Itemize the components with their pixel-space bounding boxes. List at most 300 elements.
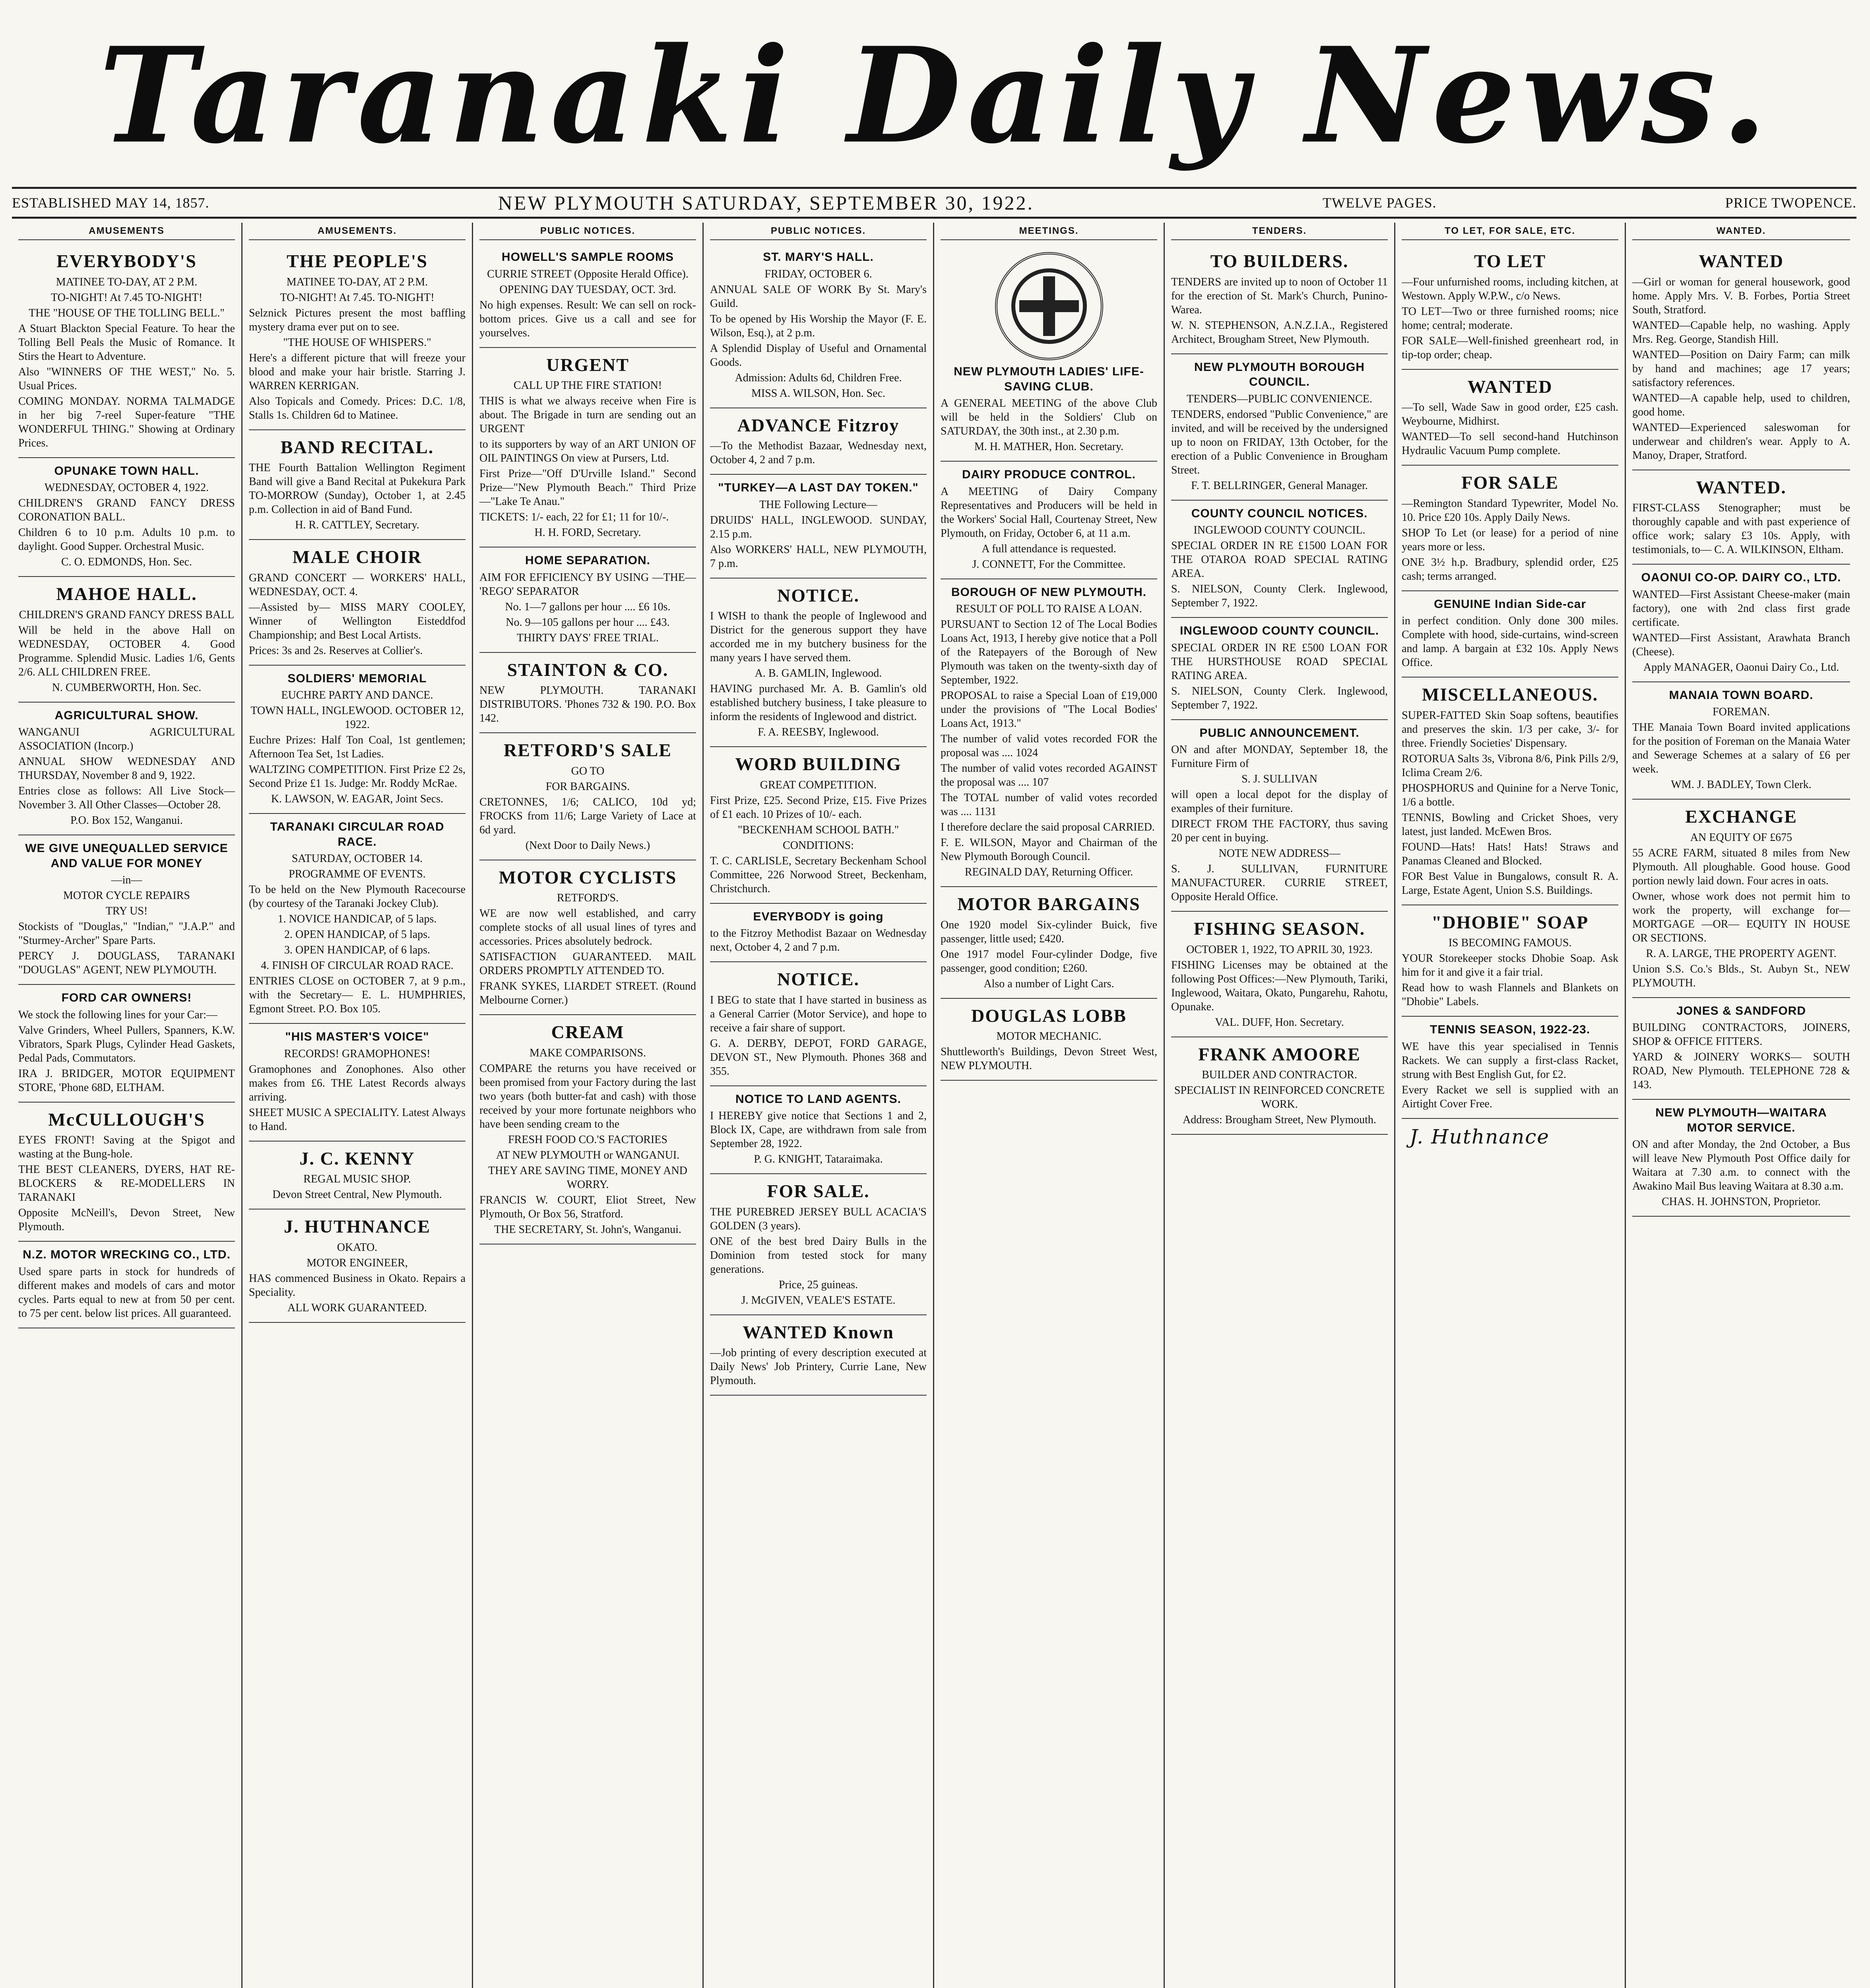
ad-text: One 1917 model Four-cylinder Dodge, five passenger, good condition; £260. [941, 948, 1157, 975]
ad-text: SUPER-FATTED Skin Soap softens, beautifies and preserves the skin. 1/3 per cake, 3/- for three. Friendly Societies' Dispensary. [1402, 709, 1618, 749]
advertisement [249, 666, 466, 814]
advertisement [1632, 800, 1850, 998]
ad-title: EVERYBODY is going [753, 910, 884, 923]
ad-text: THE PUREBRED JERSEY BULL ACACIA'S GOLDEN (3 years). [710, 1206, 927, 1232]
ad-text: FIRST-CLASS Stenographer; must be thoroughly capable and with past experience of office work; salary £3 10s. Apply, with testimonials, to— C. A. WILKINSON, Eltham. [1632, 502, 1850, 556]
ad-text: ANNUAL SHOW WEDNESDAY AND THURSDAY, November 8 and 9, 1922. [18, 755, 235, 782]
ad-title: NEW PLYMOUTH—WAITARA MOTOR SERVICE. [1655, 1106, 1827, 1134]
ad-title: PUBLIC ANNOUNCEMENT. [1199, 726, 1360, 740]
ad-text: FOR Best Value in Bungalows, consult R. A. Large, Estate Agent, Union S.S. Buildings. [1402, 870, 1618, 897]
ad-text: (Next Door to Daily News.) [525, 839, 650, 852]
ad-text: PHOSPHORUS and Quinine for a Nerve Tonic, 1/6 a bottle. [1402, 782, 1618, 808]
ad-text: ON and after MONDAY, September 18, the Furniture Firm of [1171, 744, 1388, 770]
ad-text: CHILDREN'S GRAND FANCY DRESS CORONATION BALL. [18, 497, 235, 523]
advertisement [18, 577, 235, 703]
ad-text: Opposite McNeill's, Devon Street, New Plymouth. [18, 1207, 235, 1233]
ad-text: ALL WORK GUARANTEED. [287, 1301, 427, 1314]
column-1 [12, 223, 242, 1988]
ad-text: A Splendid Display of Useful and Ornamental Goods. [710, 342, 927, 369]
ad-title: FORD CAR OWNERS! [61, 991, 192, 1004]
ad-title: ADVANCE Fitzroy [737, 415, 900, 435]
advertisement [479, 860, 696, 1015]
advertisement [710, 1174, 927, 1315]
ad-text: Entries close as follows: All Live Stock—November 3. All Other Classes—October 28. [18, 785, 235, 811]
ad-text: CRETONNES, 1/6; CALICO, 10d yd; FROCKS from 11/6; Large Variety of Lace at 6d yard. [479, 796, 696, 836]
advertisement [1402, 678, 1618, 905]
ad-text: SHOP To Let (or lease) for a period of nine years more or less. [1402, 526, 1618, 553]
ad-text: DRUIDS' HALL, INGLEWOOD. SUNDAY, 2.15 p.m. [710, 514, 927, 540]
ad-text: Here's a different picture that will freeze your blood and make your hair bristle. Starring J. WARREN KERRIGAN. [249, 351, 466, 392]
ad-text: W. N. STEPHENSON, A.N.Z.I.A., Registered Architect, Brougham Street, New Plymouth. [1171, 319, 1388, 346]
ad-text: TENDERS, endorsed "Public Convenience," are invited, and will be received by the undersigned up to noon on FRIDAY, 13th October, for the erection of a Public Convenience in Brougham Street. [1171, 408, 1388, 476]
ad-title: BAND RECITAL. [280, 437, 434, 457]
ad-text: PROGRAMME OF EVENTS. [289, 868, 426, 880]
ad-text: P. G. KNIGHT, Tataraimaka. [754, 1153, 883, 1165]
ad-text: INGLEWOOD COUNTY COUNCIL. [1193, 524, 1366, 536]
ad-text: GO TO [571, 765, 605, 777]
ad-text: YOUR Storekeeper stocks Dhobie Soap. Ask him for it and give it a fair trial. [1402, 952, 1618, 978]
advertisement [479, 547, 696, 653]
ad-title: MALE CHOIR [292, 547, 422, 567]
advertisement [18, 244, 235, 458]
ad-text: S. NIELSON, County Clerk. Inglewood, September 7, 1922. [1171, 685, 1388, 711]
ad-text: Also "WINNERS OF THE WEST," No. 5. Usual Prices. [18, 365, 235, 392]
ad-title: FRANK AMOORE [1198, 1044, 1361, 1064]
ad-title: EVERYBODY'S [56, 251, 197, 271]
advertisement [249, 540, 466, 666]
advertisement [710, 1086, 927, 1175]
ad-text: AN EQUITY OF £675 [1690, 831, 1792, 844]
ad-title: FISHING SEASON. [1193, 918, 1366, 939]
ad-text: BUILDER AND CONTRACTOR. [1202, 1069, 1357, 1081]
ad-text: WANGANUI AGRICULTURAL ASSOCIATION (Incorp.) [18, 726, 235, 752]
ad-text: A Stuart Blackton Special Feature. To hear the Tolling Bell Peals the Music of Romance. It Stirs the Heart to Adventure. [18, 322, 235, 363]
ad-text: P.O. Box 152, Wanganui. [70, 814, 183, 827]
ad-text: WANTED—Position on Dairy Farm; can milk by hand and machines; age 17 years; satisfactory references. [1632, 348, 1850, 389]
ad-text: Also a number of Light Cars. [983, 977, 1114, 990]
ad-text: J. McGIVEN, VEALE'S ESTATE. [741, 1294, 896, 1307]
ad-text: ANNUAL SALE OF WORK By St. Mary's Guild. [710, 283, 927, 310]
ad-title: ST. MARY'S HALL. [763, 250, 874, 264]
advertisement [1171, 501, 1388, 618]
advertisement [1402, 370, 1618, 466]
ad-text: F. E. WILSON, Mayor and Chairman of the New Plymouth Borough Council. [941, 837, 1157, 863]
column-4 [704, 223, 934, 1988]
ad-text: THE Manaia Town Board invited applications for the position of Foreman on the Manaia Water and Sewerage Schemes at a salary of £6 per week. [1632, 721, 1850, 775]
ad-text: THE Fourth Battalion Wellington Regiment Band will give a Band Recital at Pukekura Park TO-MORROW (Sunday), October 1, at 2.45 p.m. Collection in aid of Band Fund. [249, 462, 466, 516]
ad-text: C. O. EDMONDS, Hon. Sec. [61, 556, 192, 568]
ad-text: 4. FINISH OF CIRCULAR ROAD RACE. [261, 959, 454, 972]
ad-text: Union S.S. Co.'s Blds., St. Aubyn St., NEW PLYMOUTH. [1632, 963, 1850, 989]
ad-text: OPENING DAY TUESDAY, OCT. 3rd. [499, 283, 676, 296]
ad-text: Also Topicals and Comedy. Prices: D.C. 1/8, Stalls 1s. Children 6d to Matinee. [249, 395, 466, 421]
ad-text: PURSUANT to Section 12 of The Local Bodies Loans Act, 1913, I hereby give notice that a Poll of the Ratepayers of the Borough of New Plymouth was taken on the twenty-sixth day of September, 1922. [941, 618, 1157, 686]
ad-text: SHEET MUSIC A SPECIALITY. Latest Always to Hand. [249, 1106, 466, 1133]
ad-text: VAL. DUFF, Hon. Secretary. [1215, 1016, 1344, 1029]
ad-text: Devon Street Central, New Plymouth. [272, 1188, 442, 1201]
ad-text: WEDNESDAY, OCTOBER 4, 1922. [44, 481, 209, 494]
ad-text: "THE HOUSE OF WHISPERS." [283, 336, 431, 349]
ad-text: GREAT COMPETITION. [760, 779, 877, 791]
ad-title: FOR SALE [1461, 472, 1559, 493]
ad-title: MISCELLANEOUS. [1422, 684, 1598, 705]
ad-text: REGINALD DAY, Returning Officer. [964, 866, 1133, 878]
ad-title: MOTOR CYCLISTS [499, 867, 677, 887]
ad-title: J. HUTHNANCE [283, 1216, 431, 1237]
ad-text: —Job printing of every description executed at Daily News' Job Printery, Currie Lane, New Plymouth. [710, 1347, 927, 1387]
ad-title: INGLEWOOD COUNTY COUNCIL. [1179, 624, 1379, 637]
advertisement [18, 703, 235, 836]
column-grid [12, 223, 1856, 1988]
ad-text: PERCY J. DOUGLASS, TARANAKI "DOUGLAS" AGENT, NEW PLYMOUTH. [18, 950, 235, 976]
ad-text: TENDERS—PUBLIC CONVENIENCE. [1187, 392, 1372, 405]
ad-text: MATINEE TO-DAY, AT 2 P.M. [56, 276, 198, 288]
ad-text: AT NEW PLYMOUTH or WANGANUI. [496, 1149, 680, 1161]
ad-text: ENTRIES CLOSE on OCTOBER 7, at 9 p.m., with the Secretary— E. L. HUMPHRIES, Egmont Street. P.O. Box 105. [249, 975, 466, 1015]
ad-text: M. H. MATHER, Hon. Secretary. [974, 441, 1124, 453]
ad-title: MOTOR BARGAINS [957, 894, 1141, 914]
ad-text: CHILDREN'S GRAND FANCY DRESS BALL [19, 608, 235, 621]
ad-text: 55 ACRE FARM, situated 8 miles from New Plymouth. All ploughable. Good house. Good portion newly laid down. Four acres in oats. [1632, 846, 1850, 887]
advertisement [249, 814, 466, 1024]
ad-text: Gramophones and Zonophones. Also other makes from £6. THE Latest Records always arriving. [249, 1063, 466, 1103]
ad-text: 1. NOVICE HANDICAP, of 5 laps. [277, 913, 437, 925]
ad-text: SATURDAY, OCTOBER 14. [291, 852, 423, 865]
ad-title: WANTED [1467, 376, 1553, 397]
ad-text: TOWN HALL, INGLEWOOD. OCTOBER 12, 1922. [250, 705, 464, 731]
ad-text: The TOTAL number of valid votes recorded was .... 1131 [941, 792, 1157, 818]
ad-text: REGAL MUSIC SHOP. [303, 1173, 411, 1185]
ad-text: THE Following Lecture— [759, 498, 878, 511]
ad-text: To be opened by His Worship the Mayor (F. E. Wilson, Esq.), at 2 p.m. [710, 313, 927, 339]
advertisement [1171, 354, 1388, 501]
ad-text: FOR SALE—Well-finished greenheart rod, in tip-top order; cheap. [1402, 334, 1618, 361]
advertisement [710, 244, 927, 408]
ad-text: One 1920 model Six-cylinder Buick, five passenger, little used; £420. [941, 918, 1157, 945]
ad-text: —To the Methodist Bazaar, Wednesday next, October 4, 2 and 7 p.m. [710, 440, 927, 466]
ad-text: To be held on the New Plymouth Racecourse (by courtesy of the Taranaki Jockey Club). [249, 883, 466, 910]
ad-title: GENUINE Indian Side-car [1434, 597, 1587, 611]
advertisement [1402, 905, 1618, 1017]
advertisement [1632, 998, 1850, 1100]
ad-text: FOREMAN. [1713, 706, 1770, 718]
ad-text: Every Racket we sell is supplied with an Airtight Cover Free. [1402, 1083, 1618, 1110]
ad-text: —Girl or woman for general housework, good home. Apply Mrs. V. B. Forbes, Portia Street South, Stratford. [1632, 276, 1850, 316]
ad-text: N. CUMBERWORTH, Hon. Sec. [52, 681, 202, 694]
ad-text: The number of valid votes recorded FOR the proposal was .... 1024 [941, 733, 1157, 759]
ad-title: "DHOBIE" SOAP [1431, 912, 1589, 932]
life-saving-club-emblem-icon [995, 252, 1103, 360]
ad-text: I HEREBY give notice that Sections 1 and 2, Block IX, Cape, are withdrawn from sale from September 28, 1922. [710, 1110, 927, 1150]
ad-text: —in— [111, 874, 142, 886]
ad-text: to the Fitzroy Methodist Bazaar on Wednesday next, October 4, 2 and 7 p.m. [710, 927, 927, 953]
ad-text: CONDITIONS: [783, 839, 854, 852]
ad-title: DAIRY PRODUCE CONTROL. [962, 468, 1136, 481]
advertisement [479, 348, 696, 548]
ad-text: Admission: Adults 6d, Children Free. [735, 371, 902, 384]
ad-text: R. A. LARGE, THE PROPERTY AGENT. [1646, 947, 1837, 960]
ad-text: FRANCIS W. COURT, Eliot Street, New Plymouth, Or Box 56, Stratford. [479, 1194, 696, 1220]
ad-title: JONES & SANDFORD [1676, 1004, 1806, 1017]
advertisement [941, 887, 1157, 999]
ad-text: Children 6 to 10 p.m. Adults 10 p.m. to daylight. Good Supper. Orchestral Music. [18, 526, 235, 553]
advertisement [710, 962, 927, 1086]
ad-title: OAONUI CO-OP. DAIRY CO., LTD. [1641, 571, 1841, 584]
ad-text: EYES FRONT! Saving at the Spigot and wasting at the Bung-hole. [18, 1134, 235, 1160]
ad-text: MATINEE TO-DAY, AT 2 P.M. [286, 276, 428, 288]
ad-text: —Four unfurnished rooms, including kitchen, at Westown. Apply W.P.W., c/o News. [1402, 276, 1618, 302]
ad-title: TO LET [1474, 251, 1546, 271]
advertisement [479, 244, 696, 348]
ad-text: OKATO. [337, 1241, 378, 1254]
ad-text: Also WORKERS' HALL, NEW PLYMOUTH, 7 p.m. [710, 543, 927, 570]
advertisement [710, 904, 927, 963]
ad-text: S. J. SULLIVAN, FURNITURE MANUFACTURER. CURRIE STREET, Opposite Herald Office. [1171, 863, 1388, 903]
ad-text: WANTED—A capable help, used to children, good home. [1632, 392, 1850, 418]
ad-text: THIS is what we always receive when Fire is about. The Brigade in turn are sending out an URGENT [479, 395, 696, 435]
advertisement [479, 653, 696, 734]
ad-text: SATISFACTION GUARANTEED. MAIL ORDERS PROMPTLY ATTENDED TO. [479, 951, 696, 977]
masthead-title: Taranaki Daily News. [99, 18, 1773, 173]
ad-title: THE PEOPLE'S [286, 251, 428, 271]
advertisement [1632, 244, 1850, 470]
advertisement [941, 579, 1157, 887]
ad-text: No high expenses. Result: We can sell on rock-bottom prices. Give us a call and see for yourselves. [479, 299, 696, 339]
ad-text: PROPOSAL to raise a Special Loan of £19,000 under the provisions of "The Local Bodies' Loans Act, 1913." [941, 689, 1157, 730]
column-header: MEETINGS. [941, 223, 1157, 240]
ad-text: OCTOBER 1, 1922, TO APRIL 30, 1923. [1186, 943, 1373, 956]
advertisement [249, 1142, 466, 1210]
ad-title: MAHOE HALL. [56, 584, 197, 604]
ad-text: MOTOR MECHANIC. [996, 1030, 1102, 1043]
ad-text: No. 9—105 gallons per hour .... £43. [506, 616, 670, 629]
advertisement [1171, 912, 1388, 1037]
column-3 [473, 223, 704, 1988]
advertisement [479, 1015, 696, 1244]
ad-text: WE are now well established, and carry complete stocks of all usual lines of tyres and accessories. Prices absolutely bedrock. [479, 907, 696, 947]
ad-text: MISS A. WILSON, Hon. Sec. [751, 387, 886, 400]
column-2 [242, 223, 473, 1988]
issue-date: NEW PLYMOUTH SATURDAY, SEPTEMBER 30, 1922. [498, 192, 1034, 214]
advertisement [710, 475, 927, 579]
ad-text: WANTED—First Assistant Cheese-maker (main factory), one with 2nd class first grade certificate. [1632, 588, 1850, 629]
ad-text: I therefore declare the said proposal CARRIED. [941, 821, 1155, 833]
advertisement [479, 733, 696, 860]
ad-title: OPUNAKE TOWN HALL. [54, 464, 199, 478]
advertisement [941, 244, 1157, 462]
ad-text: in perfect condition. Only done 300 miles. Complete with hood, side-curtains, wind-screen and lamp. A bargain at £32 10s. Apply News Office. [1402, 615, 1618, 669]
ad-text: —To sell, Wade Saw in good order, £25 cash. Weybourne, Midhirst. [1402, 401, 1618, 427]
ad-title: WANTED [1699, 251, 1784, 271]
advertisement [18, 458, 235, 577]
ad-text: Owner, whose work does not permit him to work the property, will exchange for— MORTGAGE —OR— EQUITY IN HOUSE OR SECTIONS. [1632, 890, 1850, 944]
advertisement [249, 430, 466, 540]
ad-title: WORD BUILDING [735, 754, 902, 774]
advertisement [1632, 1100, 1850, 1217]
ad-text: FRIDAY, OCTOBER 6. [764, 268, 872, 280]
ad-text: G. A. DERBY, DEPOT, FORD GARAGE, DEVON ST., New Plymouth. Phones 368 and 355. [710, 1037, 927, 1077]
ad-title: URGENT [546, 354, 629, 375]
ad-title: AGRICULTURAL SHOW. [54, 709, 199, 722]
ad-title: HOWELL'S SAMPLE ROOMS [501, 250, 674, 264]
advertisement [18, 1242, 235, 1328]
ad-text: Shuttleworth's Buildings, Devon Street West, NEW PLYMOUTH. [941, 1046, 1157, 1072]
advertisement [1171, 618, 1388, 720]
advertisement [249, 244, 466, 430]
ad-title: NOTICE TO LAND AGENTS. [735, 1092, 901, 1106]
advertisement [1171, 1037, 1388, 1135]
ad-title: COUNTY COUNCIL NOTICES. [1191, 507, 1368, 520]
column-header: AMUSEMENTS [18, 223, 235, 240]
ad-text: A GENERAL MEETING of the above Club will be held in the Soldiers' Club on SATURDAY, the 30th inst., at 2.30 p.m. [941, 397, 1157, 437]
ad-text: SPECIALIST IN REINFORCED CONCRETE WORK. [1174, 1084, 1385, 1110]
ad-title: WANTED Known [743, 1322, 894, 1342]
ad-title: RETFORD'S SALE [504, 740, 672, 760]
ad-text: AIM FOR EFFICIENCY BY USING —THE— 'REGO' SEPARATOR [479, 571, 696, 598]
column-header: WANTED. [1632, 223, 1850, 240]
ad-title: NEW PLYMOUTH BOROUGH COUNCIL. [1194, 360, 1365, 388]
ad-text: TENDERS are invited up to noon of October 11 for the erection of St. Mark's Church, Punino-Warea. [1171, 276, 1388, 316]
ad-text: FRESH FOOD CO.'S FACTORIES [508, 1133, 667, 1146]
handwritten-signature: J. Huthnance [1410, 1125, 1550, 1148]
ad-text: A full attendance is requested. [982, 542, 1116, 555]
ad-text: WANTED—To sell second-hand Hutchinson Hydraulic Vacuum Pump complete. [1402, 431, 1618, 457]
ad-text: MAKE COMPARISONS. [529, 1046, 646, 1059]
advertisement [1171, 244, 1388, 354]
ad-text: A MEETING of Dairy Company Representatives and Producers will be held in the Workers' Social Hall, Courtenay Street, New Plymouth, on Friday, October 6, at 11 a.m. [941, 485, 1157, 540]
ad-title: NOTICE. [777, 969, 859, 989]
ad-text: DIRECT FROM THE FACTORY, thus saving 20 per cent in buying. [1171, 818, 1388, 844]
ad-text: HAS commenced Business in Okato. Repairs a Speciality. [249, 1272, 466, 1299]
advertisement [18, 1103, 235, 1242]
ad-title: DOUGLAS LOBB [971, 1005, 1127, 1026]
ad-title: NEW PLYMOUTH LADIES' LIFE-SAVING CLUB. [954, 365, 1144, 393]
ad-text: First Prize, £25. Second Prize, £15. Five Prizes of £1 each. 10 Prizes of 10/- each. [710, 794, 927, 821]
ad-text: ON and after Monday, the 2nd October, a Bus will leave New Plymouth Post Office daily for Waitara at 7.30 a.m. to connect with the Awakino Mail Bus leaving Waitara at 8.30 a.m. [1632, 1138, 1850, 1192]
ad-text: Read how to wash Flannels and Blankets on "Dhobie" Labels. [1402, 982, 1618, 1008]
ad-title: "TURKEY—A LAST DAY TOKEN." [718, 481, 919, 494]
advertisement [941, 999, 1157, 1081]
ad-title: SOLDIERS' MEMORIAL [287, 672, 427, 685]
ad-title: HOME SEPARATION. [525, 554, 650, 567]
column-6 [1165, 223, 1395, 1988]
advertisement [18, 835, 235, 985]
ad-text: TRY US! [105, 905, 148, 917]
advertisement [710, 579, 927, 747]
ad-text: CALL UP THE FIRE STATION! [513, 379, 662, 392]
ad-text: I BEG to state that I have started in business as a General Carrier (Motor Service), and hope to receive a fair share of support. [710, 994, 927, 1034]
column-5 [934, 223, 1165, 1988]
ad-text: —Assisted by— MISS MARY COOLEY, Winner of Wellington Eisteddfod Championship; and Best Local Artists. [249, 601, 466, 641]
ad-text: Valve Grinders, Wheel Pullers, Spanners, K.W. Vibrators, Spark Plugs, Cylinder Head Gaskets, Pedal Pads, Commutators. [18, 1024, 235, 1064]
page-count: TWELVE PAGES. [1323, 195, 1437, 211]
ad-text: —Remington Standard Typewriter, Model No. 10. Price £20 10s. Apply Daily News. [1402, 497, 1618, 524]
ad-text: SPECIAL ORDER IN RE £500 LOAN FOR THE HURSTHOUSE ROAD SPECIAL RATING AREA. [1171, 641, 1388, 682]
ad-text: FOR BARGAINS. [545, 780, 630, 793]
ad-text: THE BEST CLEANERS, DYERS, HAT RE-BLOCKERS & RE-MODELLERS IN TARANAKI [18, 1163, 235, 1204]
ad-text: ONE 3½ h.p. Bradbury, splendid order, £25 cash; terms arranged. [1402, 556, 1618, 582]
ad-text: FRANK SYKES, LIARDET STREET. (Round Melbourne Corner.) [479, 980, 696, 1006]
column-header: TO LET, FOR SALE, ETC. [1402, 223, 1618, 240]
advertisement [18, 985, 235, 1103]
ad-text: FOUND—Hats! Hats! Hats! Straws and Panamas Cleaned and Blocked. [1402, 841, 1618, 867]
ad-text: COMING MONDAY. NORMA TALMADGE in her big 7-reel Super-feature "THE WONDERFUL THING." Showing at Ordinary Prices. [18, 395, 235, 449]
ad-text: TO-NIGHT! At 7.45 TO-NIGHT! [50, 291, 203, 304]
ad-text: IRA J. BRIDGER, MOTOR EQUIPMENT STORE, 'Phone 68D, ELTHAM. [18, 1067, 235, 1094]
ad-text: We stock the following lines for your Car:— [18, 1008, 217, 1021]
ad-text: Price, 25 guineas. [778, 1278, 858, 1291]
ad-text: Stockists of "Douglas," "Indian," "J.A.P." and "Sturmey-Archer" Spare Parts. [18, 920, 235, 947]
advertisement [1632, 682, 1850, 800]
advertisement [249, 1024, 466, 1142]
advertisement [1632, 565, 1850, 682]
ad-text: S. J. SULLIVAN [1241, 773, 1317, 785]
ad-title: TO BUILDERS. [1210, 251, 1349, 271]
ad-title: WE GIVE UNEQUALLED SERVICE AND VALUE FOR MONEY [25, 842, 228, 870]
ad-title: EXCHANGE [1685, 806, 1797, 827]
ad-text: TO-NIGHT! At 7.45. TO-NIGHT! [280, 291, 435, 304]
ad-title: McCULLOUGH'S [48, 1109, 205, 1130]
ad-text: F. A. REESBY, Inglewood. [758, 726, 879, 738]
advertisement [710, 747, 927, 904]
column-header: TENDERS. [1171, 223, 1388, 240]
ad-text: The number of valid votes recorded AGAINST the proposal was .... 107 [941, 762, 1157, 788]
ad-text: IS BECOMING FAMOUS. [1448, 937, 1572, 949]
ad-text: will open a local depot for the display of examples of their furniture. [1171, 788, 1388, 815]
column-header: PUBLIC NOTICES. [479, 223, 696, 240]
advertisement [710, 1315, 927, 1396]
ad-text: WANTED—Capable help, no washing. Apply Mrs. Reg. George, Standish Hill. [1632, 319, 1850, 346]
ad-text: First Prize—"Off D'Urville Island." Second Prize—"New Plymouth Beach." Third Prize—"Lake Te Anau." [479, 468, 696, 508]
ad-text: Selznick Pictures present the most baffling mystery drama ever put on to see. [249, 307, 466, 333]
ad-text: I WISH to thank the people of Inglewood and District for the generous support they have accorded me in my butchery business for the many years I have served them. [710, 610, 927, 664]
ad-text: WANTED—Experienced saleswoman for underwear and children's wear. Apply to A. Manoy, Draper, Stratford. [1632, 421, 1850, 462]
ad-title: BOROUGH OF NEW PLYMOUTH. [951, 585, 1147, 599]
ad-title: MANAIA TOWN BOARD. [1669, 688, 1814, 702]
ad-title: FOR SALE. [767, 1181, 870, 1201]
ad-title: NOTICE. [777, 585, 859, 606]
ad-text: THE SECRETARY, St. John's, Wanganui. [494, 1223, 681, 1236]
ad-text: "BECKENHAM SCHOOL BATH." [737, 823, 899, 836]
price-label: PRICE TWOPENCE. [1725, 195, 1856, 211]
ad-text: COMPARE the returns you have received or been promised from your Factory during the last two years (both butter-fat and cash) with those received by your more fortunate neighbors who have been sending cream to the [479, 1062, 696, 1130]
ad-text: T. C. CARLISLE, Secretary Beckenham School Committee, 226 Norwood Street, Beckenham, Christchurch. [710, 854, 927, 895]
ad-text: THE "HOUSE OF THE TOLLING BELL." [29, 307, 225, 319]
ad-text: No. 1—7 gallons per hour .... £6 10s. [505, 600, 671, 613]
ad-text: RESULT OF POLL TO RAISE A LOAN. [956, 603, 1142, 615]
column-8 [1626, 223, 1856, 1988]
ad-text: 2. OPEN HANDICAP, of 5 laps. [284, 928, 431, 941]
ad-text: H. H. FORD, Secretary. [534, 526, 641, 539]
ad-text: to its supporters by way of an ART UNION OF OIL PAINTINGS On view at Pursers, Ltd. [479, 438, 696, 464]
ad-text: F. T. BELLRINGER, General Manager. [1191, 479, 1368, 492]
dateline-bar [12, 187, 1856, 219]
ad-title: CREAM [551, 1022, 625, 1042]
advertisement [1402, 244, 1618, 370]
ad-text: WANTED—First Assistant, Arawhata Branch (Cheese). [1632, 631, 1850, 658]
ad-text: CHAS. H. JOHNSTON, Proprietor. [1661, 1196, 1821, 1208]
ad-text: Apply MANAGER, Oaonui Dairy Co., Ltd. [1643, 661, 1839, 674]
ad-text: NEW PLYMOUTH. TARANAKI DISTRIBUTORS. 'Phones 732 & 190. P.O. Box 142. [479, 684, 696, 724]
ad-text: ONE of the best bred Dairy Bulls in the Dominion from tested stock for many generations. [710, 1235, 927, 1276]
ad-title: WANTED. [1696, 477, 1787, 497]
advertisement [1402, 1017, 1618, 1119]
ad-title: J. C. KENNY [299, 1148, 415, 1169]
ad-text: ROTORUA Salts 3s, Vibrona 8/6, Pink Pills 2/9, Iclima Cream 2/6. [1402, 752, 1618, 779]
ad-text: TICKETS: 1/- each, 22 for £1; 11 for 10/-. [479, 511, 669, 523]
ad-text: 3. OPEN HANDICAP, of 6 laps. [284, 944, 431, 956]
ad-text: H. R. CATTLEY, Secretary. [295, 519, 419, 531]
